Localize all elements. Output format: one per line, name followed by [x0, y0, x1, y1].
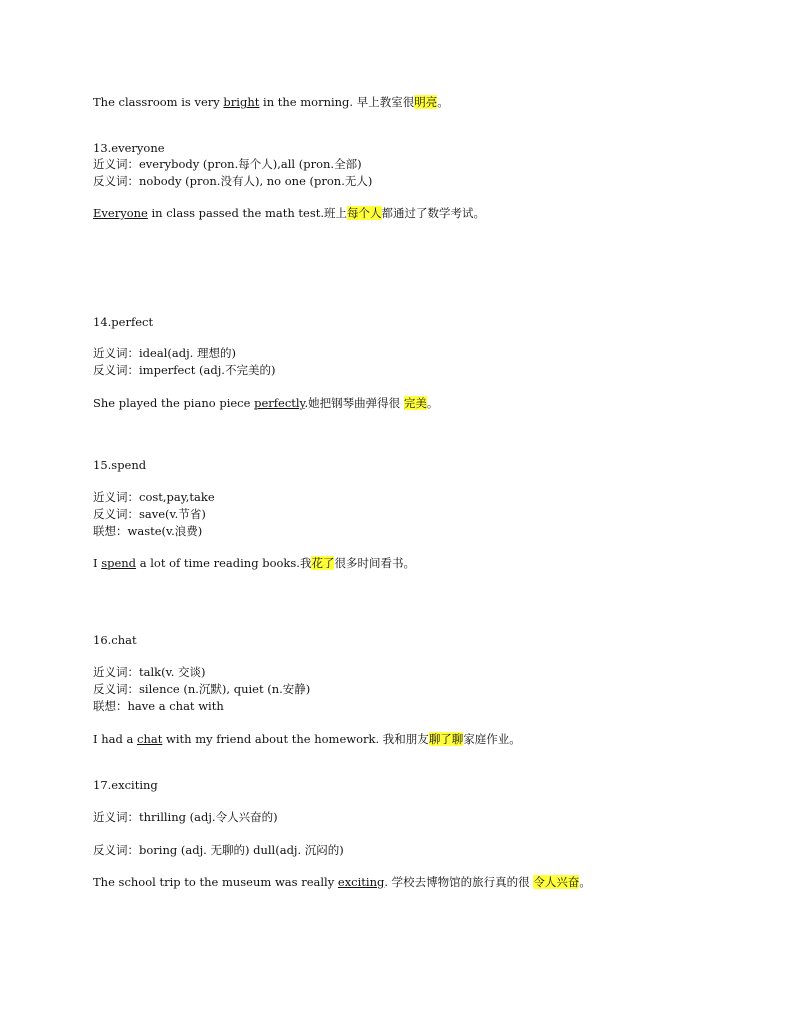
- sentence-text: a lot of time reading books.我: [136, 556, 312, 570]
- sentence-text: with my friend about the homework. 我和朋友: [162, 732, 429, 746]
- sentence-text: I: [93, 556, 102, 570]
- sentence-text: .她把钢琴曲弹得很: [304, 396, 404, 410]
- antonym-line: 反义词：nobody (pron.没有人), no one (pron.无人): [93, 174, 373, 188]
- synonym-line: 近义词：thrilling (adj.令人兴奋的): [93, 810, 278, 824]
- example-sentence: [93, 556, 415, 571]
- underlined-word: chat: [137, 732, 163, 746]
- highlighted-translation: 每个人: [347, 206, 382, 220]
- sentence-text: The classroom is very: [93, 95, 224, 109]
- sentence-text: 。: [579, 875, 591, 889]
- highlighted-translation: 令人兴奋: [533, 875, 580, 889]
- sentence-text: 很多时间看书。: [334, 556, 415, 570]
- sentence-text: in the morning. 早上教室很: [259, 95, 415, 109]
- synonym-line: 近义词：talk(v. 交谈): [93, 665, 206, 679]
- example-sentence: [93, 206, 485, 221]
- antonym-line: 反义词：imperfect (adj.不完美的): [93, 363, 276, 377]
- entry-heading: 14.perfect: [93, 315, 154, 329]
- sentence-text: . 学校去博物馆的旅行真的很: [384, 875, 534, 889]
- sentence-end: 。: [437, 95, 449, 109]
- sentence-text: 。: [426, 396, 439, 410]
- underlined-word: perfectly: [254, 396, 305, 410]
- sentence-text: I had a: [93, 732, 137, 746]
- intro-example-sentence: [93, 95, 449, 110]
- sentence-text: She played the piano piece: [93, 396, 255, 410]
- entry-heading: 16.chat: [93, 633, 137, 647]
- highlighted-translation: 明亮: [414, 95, 438, 109]
- example-sentence: [93, 732, 521, 747]
- synonym-line: 近义词：everybody (pron.每个人),all (pron.全部): [93, 157, 362, 171]
- highlighted-translation: 花了: [311, 556, 335, 570]
- entry-heading: 13.everyone: [93, 141, 165, 155]
- synonym-line: 近义词：ideal(adj. 理想的): [93, 346, 236, 360]
- example-sentence: [93, 396, 438, 411]
- entry-heading: 15.spend: [93, 458, 147, 472]
- underlined-word: Everyone: [93, 206, 148, 220]
- sentence-text: The school trip to the museum was really: [93, 875, 338, 889]
- underlined-word: exciting: [337, 875, 385, 889]
- example-sentence: [93, 875, 591, 890]
- underlined-word: spend: [101, 556, 137, 570]
- entry-heading: 17.exciting: [93, 778, 158, 792]
- association-line: 联想：waste(v.浪费): [93, 524, 203, 538]
- sentence-text: 家庭作业。: [463, 732, 521, 746]
- sentence-text: in class passed the math test.班上: [147, 206, 348, 220]
- antonym-line: 反义词：save(v.节省): [93, 507, 206, 521]
- sentence-text: 都通过了数学考试。: [381, 206, 486, 220]
- highlighted-translation: 完美: [403, 396, 427, 410]
- synonym-line: 近义词：cost,pay,take: [93, 490, 215, 504]
- antonym-line: 反义词：silence (n.沉默), quiet (n.安静): [93, 682, 311, 696]
- highlighted-translation: 聊了聊: [428, 732, 464, 746]
- association-line: 联想：have a chat with: [93, 699, 224, 713]
- underlined-word: bright: [223, 95, 260, 109]
- antonym-line: 反义词：boring (adj. 无聊的) dull(adj. 沉闷的): [93, 843, 344, 857]
